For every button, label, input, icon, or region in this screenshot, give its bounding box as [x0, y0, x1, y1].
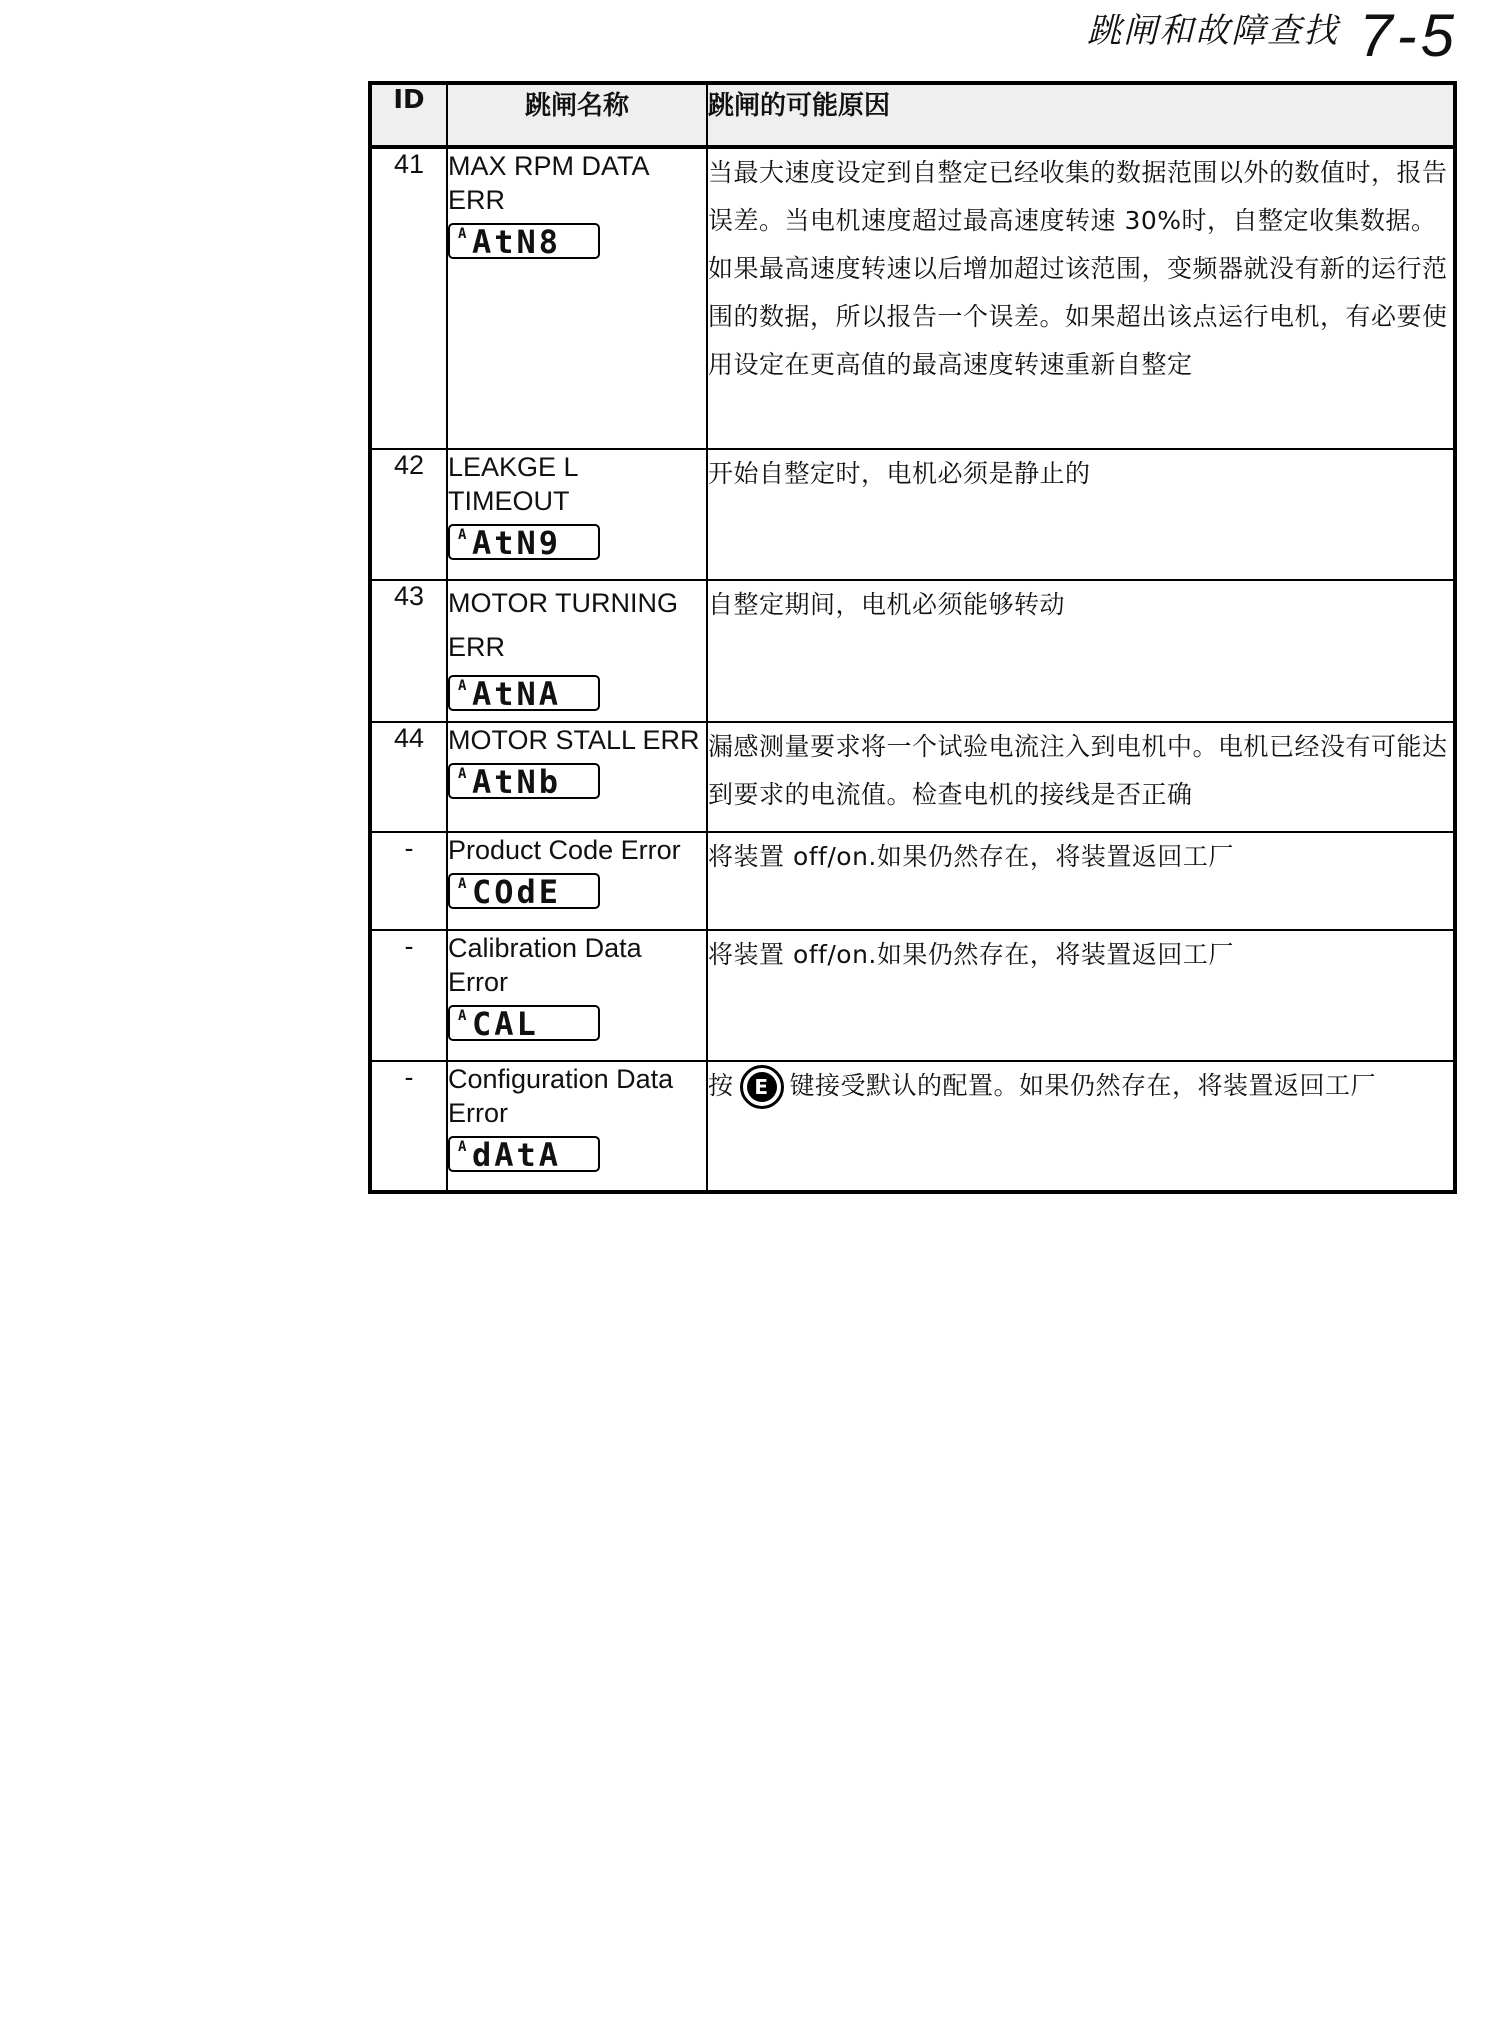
trip-id: 43 — [370, 580, 447, 722]
lcd-code: AtNb — [472, 763, 562, 801]
lcd-display — [448, 524, 600, 560]
lcd-alarm-indicator: A — [458, 226, 467, 242]
table-row — [370, 930, 1455, 1061]
lcd-alarm-indicator: A — [458, 876, 467, 892]
trip-id: 42 — [370, 449, 447, 580]
trip-name: Configuration Data Error — [448, 1064, 674, 1128]
lcd-alarm-indicator: A — [458, 527, 467, 543]
e-key-icon — [740, 1065, 784, 1109]
lcd-alarm-indicator: A — [458, 1139, 467, 1155]
lcd-code: AtNA — [472, 675, 562, 713]
trip-table — [368, 81, 1457, 1194]
trip-reason-cell — [707, 1061, 1455, 1192]
lcd-alarm-indicator: A — [458, 766, 467, 782]
trip-name-cell — [447, 580, 707, 722]
trip-id: 44 — [370, 722, 447, 832]
table-row — [370, 722, 1455, 832]
trip-id: - — [370, 832, 447, 930]
page-number: 7-5 — [1359, 2, 1458, 69]
lcd-alarm-indicator: A — [458, 1008, 467, 1024]
lcd-alarm-indicator: A — [458, 678, 467, 694]
trip-reason: 键接受默认的配置。如果仍然存在，将装置返回工厂 — [789, 1071, 1377, 1100]
table-row — [370, 147, 1455, 449]
lcd-display — [448, 873, 600, 909]
lcd-display — [448, 223, 600, 259]
lcd-code: AtN8 — [472, 223, 562, 261]
trip-reason: 开始自整定时，电机必须是静止的 — [707, 449, 1455, 580]
table-row — [370, 449, 1455, 580]
trip-name: Product Code Error — [448, 835, 681, 865]
trip-id: - — [370, 1061, 447, 1192]
column-header-reason: 跳闸的可能原因 — [707, 83, 1455, 147]
page-header — [1087, 0, 1458, 69]
trip-reason: 自整定期间，电机必须能够转动 — [707, 580, 1455, 722]
e-key-label: E — [747, 1072, 777, 1102]
table-row — [370, 1061, 1455, 1192]
trip-reason: 当最大速度设定到自整定已经收集的数据范围以外的数值时，报告误差。当电机速度超过最高速度转速 30%时，自整定收集数据。如果最高速度转速以后增加超过该范围，变频器就没有新的运行范围的数据，所以报告一个误差。如果超出该点运行电机，有必要使用设定在更高值的最高速度转速重新自整定 — [707, 147, 1455, 449]
lcd-code: CAL — [472, 1005, 539, 1043]
lcd-code: dAtA — [472, 1136, 562, 1174]
column-header-name: 跳闸名称 — [447, 83, 707, 147]
table-header-row — [370, 83, 1455, 147]
lcd-code: COdE — [472, 873, 562, 911]
trip-id: 41 — [370, 147, 447, 449]
trip-id: - — [370, 930, 447, 1061]
trip-name: MOTOR TURNING ERR — [448, 588, 679, 662]
trip-name-cell — [447, 1061, 707, 1192]
lcd-display — [448, 1136, 600, 1172]
chapter-title: 跳闸和故障查找 — [1087, 11, 1340, 51]
trip-name: LEAKGE L TIMEOUT — [448, 452, 578, 516]
trip-reason: 漏感测量要求将一个试验电流注入到电机中。电机已经没有可能达到要求的电流值。检查电机的接线是否正确 — [707, 722, 1455, 832]
table-row — [370, 580, 1455, 722]
trip-name: MAX RPM DATA ERR — [448, 151, 649, 215]
trip-name-cell — [447, 147, 707, 449]
lcd-display — [448, 763, 600, 799]
trip-reason: 将装置 off/on.如果仍然存在，将装置返回工厂 — [707, 832, 1455, 930]
lcd-display — [448, 1005, 600, 1041]
lcd-code: AtN9 — [472, 524, 562, 562]
trip-name-cell — [447, 722, 707, 832]
trip-name: Calibration Data Error — [448, 933, 642, 997]
trip-name-cell — [447, 832, 707, 930]
table-row — [370, 832, 1455, 930]
trip-name-cell — [447, 449, 707, 580]
reason-prefix: 按 — [708, 1071, 734, 1100]
lcd-display — [448, 675, 600, 711]
trip-name-cell — [447, 930, 707, 1061]
trip-name: MOTOR STALL ERR — [448, 725, 700, 755]
column-header-id: ID — [370, 83, 447, 147]
trip-reason: 将装置 off/on.如果仍然存在，将装置返回工厂 — [707, 930, 1455, 1061]
